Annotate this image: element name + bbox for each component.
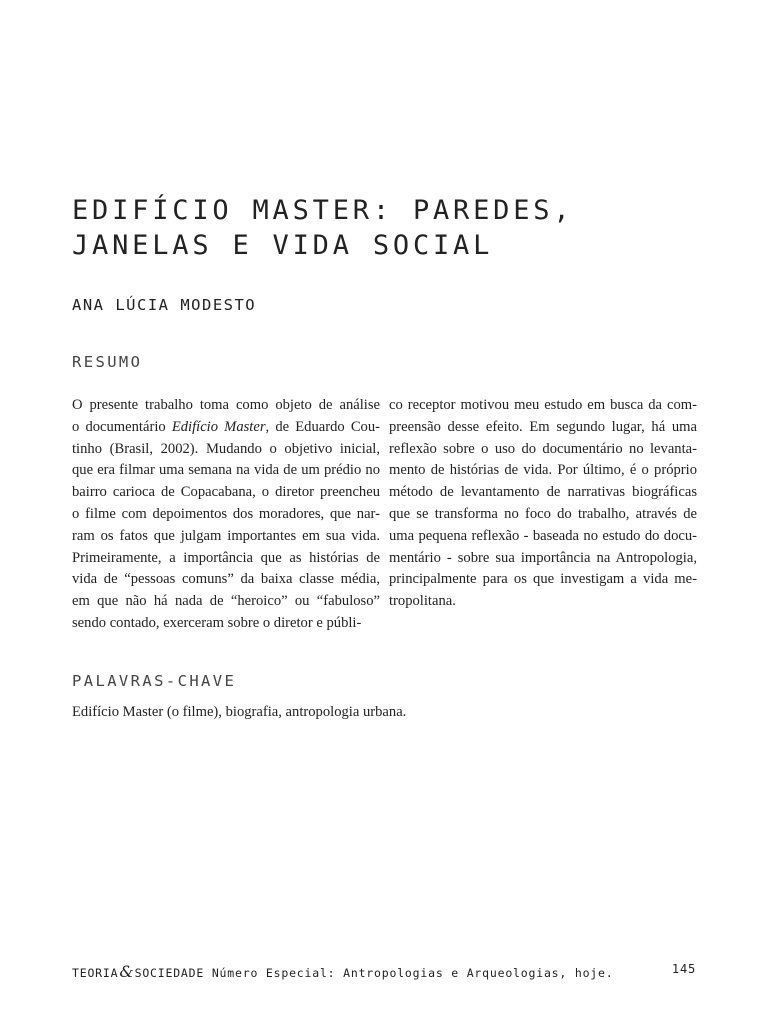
abstract-line: mentário - sobre sua importância na Antropologia, xyxy=(389,549,697,566)
abstract-line: método de levantamento de narrativas biográficas xyxy=(389,484,697,501)
page-footer xyxy=(72,962,696,981)
abstract-line: ram os fatos que julgam importantes em sua vida. xyxy=(72,527,380,544)
abstract-line: O presente trabalho toma como objeto de análise xyxy=(72,397,380,413)
abstract-line: uma pequena reflexão - baseada no estudo do docu- xyxy=(389,527,697,544)
abstract-line: bairro carioca de Copacabana, o diretor preencheu xyxy=(72,484,380,501)
journal-ampersand: & xyxy=(119,962,134,981)
keywords-heading: PALAVRAS-CHAVE xyxy=(72,672,237,690)
abstract-line: co receptor motivou meu estudo em busca da com- xyxy=(389,397,697,413)
abstract-line: sendo contado, exerceram sobre o diretor e públi- xyxy=(72,614,362,631)
abstract-heading: RESUMO xyxy=(72,353,143,371)
abstract-right-column xyxy=(389,395,697,613)
abstract-line: mento de histórias de vida. Por último, é o próprio xyxy=(389,462,697,479)
article-title: EDIFÍCIO MASTER: PAREDES, JANELAS E VIDA SOCIAL xyxy=(72,195,574,261)
abstract-line: que se transforma no foco do trabalho, através de xyxy=(389,505,697,522)
journal-name-part2: SOCIEDADE xyxy=(134,966,205,980)
abstract-line: tropolitana. xyxy=(389,593,456,610)
journal-issue: Número Especial: Antropologias e Arqueologias, hoje. xyxy=(204,966,614,980)
abstract-line: em que não há nada de “heroico” ou “fabuloso” xyxy=(72,593,380,610)
abstract-line: o filme com depoimentos dos moradores, que nar- xyxy=(72,505,380,522)
keywords-text: Edifício Master (o filme), biografia, antropologia urbana. xyxy=(72,704,407,720)
abstract-line: preensão desse efeito. Em segundo lugar, há uma xyxy=(389,418,697,435)
abstract-line: que era filmar uma semana na vida de um prédio no xyxy=(72,462,380,479)
article-author: ANA LÚCIA MODESTO xyxy=(72,296,257,314)
abstract-left-column xyxy=(72,395,380,635)
journal-name-part1: TEORIA xyxy=(72,966,119,980)
abstract-line: Primeiramente, a importância que as histórias de xyxy=(72,549,380,566)
abstract-line: tinho (Brasil, 2002). Mudando o objetivo inicial, xyxy=(72,440,380,457)
abstract-line: principalmente para os que investigam a vida me- xyxy=(389,571,697,588)
abstract-line: o documentário Edifício Master, de Eduardo Cou- xyxy=(72,418,381,435)
abstract-line: reflexão sobre o uso do documentário no levanta- xyxy=(389,440,697,457)
abstract-line: vida de “pessoas comuns” da baixa classe média, xyxy=(72,571,380,588)
page-number: 145 xyxy=(671,962,696,976)
